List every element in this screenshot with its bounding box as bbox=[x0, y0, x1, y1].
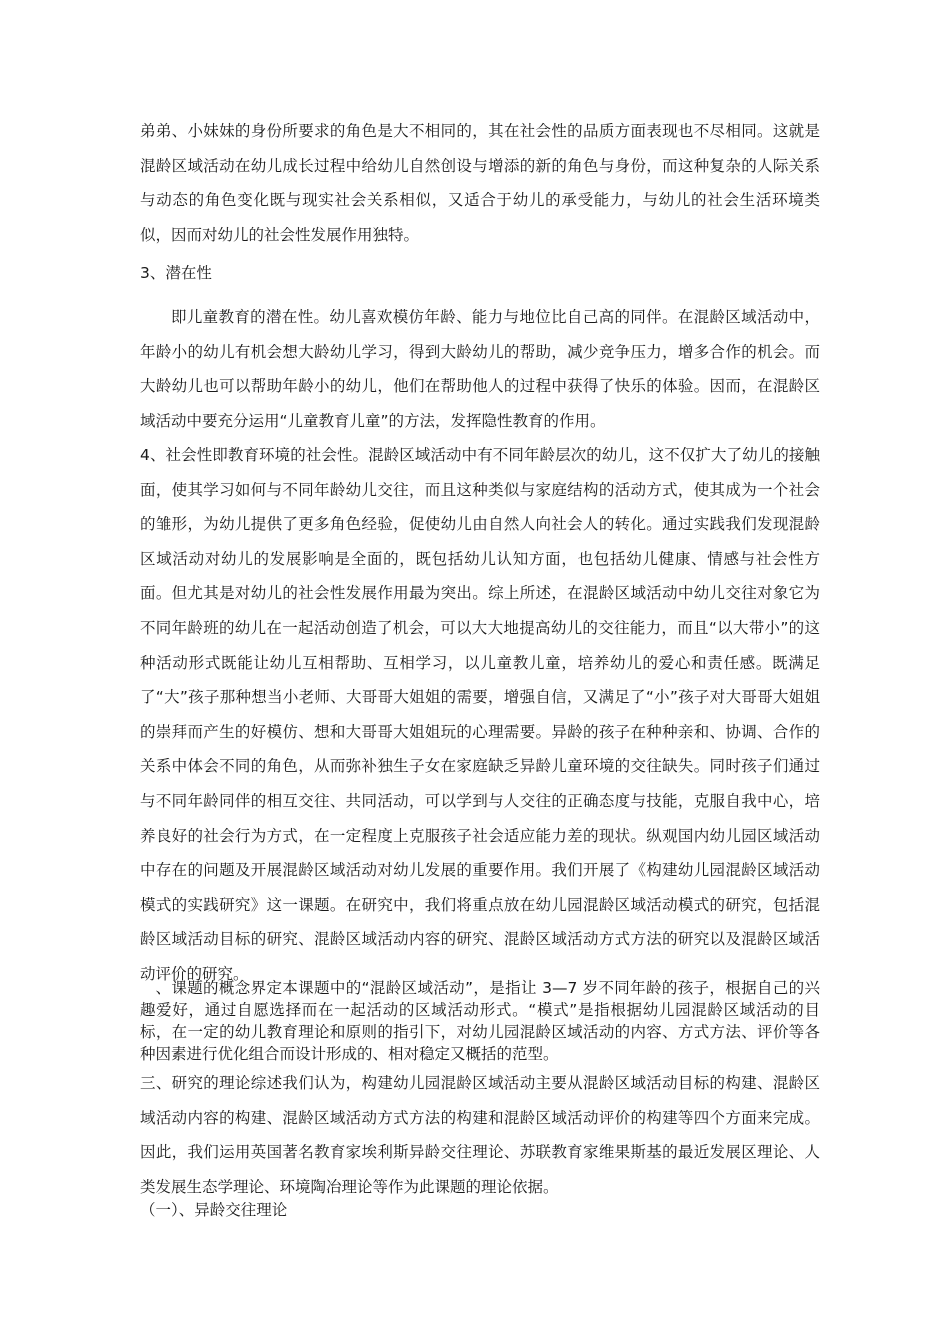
paragraph-concept-definition: 、课题的概念界定本课题中的“混龄区域活动”，是指让 3—7 岁不同年龄的孩子，根据自己的兴趣爱好，通过自愿选择而在一起活动的区域活动形式。“模式”是指根据幼儿园混龄区域活动的目标，在一定的幼儿教育理论和原则的指引下，对幼儿园混龄区域活动的内容、方式方法、评价等各种因素进行优化组合而设计形成的、相对稳定又概括的范型。 bbox=[140, 979, 820, 1063]
heading-latent: 3、潜在性 bbox=[140, 264, 212, 282]
paragraph-social: 4、社会性即教育环境的社会性。混龄区域活动中有不同年龄层次的幼儿，这不仅扩大了幼儿的接触面，使其学习如何与不同年龄幼儿交往，而且这种类似与家庭结构的活动方式，使其成为一个社会的雏形，为幼儿提供了更多角色经验，促使幼儿由自然人向社会人的转化。通过实践我们发现混龄区域活动对幼儿的发展影响是全面的，既包括幼儿认知方面，也包括幼儿健康、情感与社会性方面。但尤其是对幼儿的社会性发展作用最为突出。综上所述，在混龄区域活动中幼儿交往对象它为不同年龄班的幼儿在一起活动创造了机会，可以大大地提高幼儿的交往能力，而且“以大带小”的这种活动形式既能让幼儿互相帮助、互相学习，以儿童教儿童，培养幼儿的爱心和责任感。既满足了“大”孩子那种想当小老师、大哥哥大姐姐的需要，增强自信，又满足了“小”孩子对大哥哥大姐姐的崇拜而产生的好模仿、想和大哥哥大姐姐玩的心理需要。异龄的孩子在种种亲和、协调、合作的关系中体会不同的角色，从而弥补独生子女在家庭缺乏异龄儿童环境的交往缺失。同时孩子们通过与不同年龄同伴的相互交往、共同活动，可以学到与人交往的正确态度与技能，克服自我中心，培养良好的社会行为方式，在一定程度上克服孩子社会适应能力差的现状。纵观国内幼儿园区域活动中存在的问题及开展混龄区域活动对幼儿发展的重要作用。我们开展了《构建幼儿园混龄区域活动模式的实践研究》这一课题。在研究中，我们将重点放在幼儿园混龄区域活动模式的研究，包括混龄区域活动目标的研究、混龄区域活动内容的研究、混龄区域活动方式方法的研究以及混龄区域活动评价的研究。 bbox=[140, 446, 820, 983]
heading-cross-age-theory: （一）、异龄交往理论 bbox=[140, 1201, 288, 1219]
paragraph-theory-review: 三、研究的理论综述我们认为，构建幼儿园混龄区域活动主要从混龄区域活动目标的构建、混龄区域活动内容的构建、混龄区域活动方式方法的构建和混龄区域活动评价的构建等四个方面来完成。因此，我们运用英国著名教育家埃利斯异龄交往理论、苏联教育家维果斯基的最近发展区理论、人类发展生态学理论、环境陶冶理论等作为此课题的理论依据。 bbox=[140, 1074, 820, 1196]
paragraph-latent: 即儿童教育的潜在性。幼儿喜欢模仿年龄、能力与地位比自己高的同伴。在混龄区域活动中，年龄小的幼儿有机会想大龄幼儿学习，得到大龄幼儿的帮助，减少竞争压力，增多合作的机会。而大龄幼儿也可以帮助年龄小的幼儿，他们在帮助他人的过程中获得了快乐的体验。因而，在混龄区域活动中要充分运用“儿童教育儿童”的方法，发挥隐性教育的作用。 bbox=[140, 308, 820, 430]
paragraph-continuation: 弟弟、小妹妹的身份所要求的角色是大不相同的，其在社会性的品质方面表现也不尽相同。这就是混龄区域活动在幼儿成长过程中给幼儿自然创设与增添的新的角色与身份，而这种复杂的人际关系与动态的角色变化既与现实社会关系相似，又适合于幼儿的承受能力，与幼儿的社会生活环境类似，因而对幼儿的社会性发展作用独特。 bbox=[140, 122, 820, 244]
